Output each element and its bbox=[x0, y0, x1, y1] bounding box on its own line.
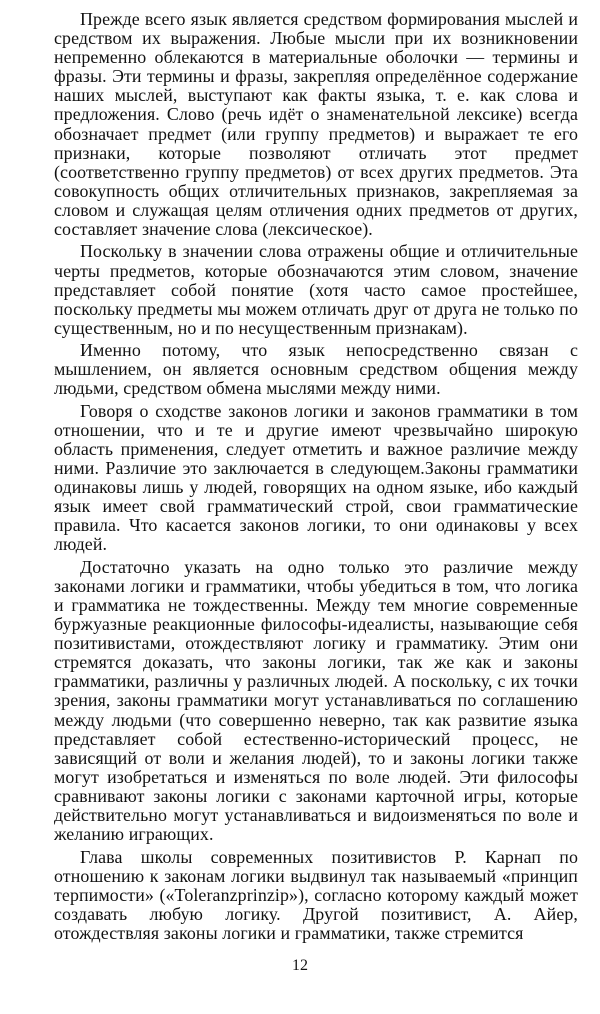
paragraph-5: Достаточно указать на одно только это различие между законами логики и грамматики, чтобы убедиться в том, что логика и грамматика не тождественны. Между тем многие современные буржуазные реакционные философы-идеалисты, называющие себя позитивистами, отождествляют логику и грамматику. Этим они стремятся доказать, что законы логики, так же как и законы грамматики, различны у различных людей. А поскольку, с их точки зрения, законы грамматики могут устанавливаться по соглашению между людьми (что совершенно неверно, так как развитие языка представляет собой естественно-исторический процесс, не зависящий от воли и желания людей), то и законы логики также могут изобретаться и изменяться по воле людей. Эти философы сравнивают законы логики с законами карточной игры, которые действительно могут устанавливаться и видоизменяться по воле и желанию играющих. bbox=[54, 556, 578, 845]
paragraph-3: Именно потому, что язык непосредственно связан с мышлением, он является основным средством общения между людьми, средством обмена мыслями между ними. bbox=[54, 340, 578, 399]
paragraph-4: Говоря о сходстве законов логики и законов грамматики в том отношении, что и те и другие имеют чрезвычайно широкую область применения, следует отметить и важное различие между ними. Различие это заключается в следующем.Законы грамматики одинаковы лишь у людей, говорящих на одном языке, ибо каждый язык имеет свой грамматический строй, свои грамматические правила. Что касается законов логики, то они одинаковы у всех людей. bbox=[54, 400, 578, 555]
paragraph-6: Глава школы современных позитивистов Р. Карнап по отношению к законам логики выдвинул так называемый «принцип терпимости» («Toleranzprinzip»), согласно которому каждый может создавать любую логику. Другой позитивист, А. Айер, отождествляя законы логики и грамматики, также стремится bbox=[54, 846, 578, 943]
paragraph-2: Поскольку в значении слова отражены общие и отличительные черты предметов, которые обозначаются этим словом, значение представляет собой понятие (хотя часто самое простейшее, поскольку предметы мы можем отличать друг от друга не только по существенным, но и по несущественным признакам). bbox=[54, 241, 578, 338]
paragraph-1: Прежде всего язык является средством формирования мыслей и средством их выражения. Любые мысли при их возникновении непременно облекаются в материальные оболочки — термины и фразы. Эти термины и фразы, закрепляя определённое содержание наших мыслей, выступают как факты языка, т. е. как слова и предложения. Слово (речь идёт о знаменательной лексике) всегда обозначает предмет (или группу предметов) и выражает те его признаки, которые позволяют отличать этот предмет (соответственно группу предметов) от всех других предметов. Эта совокупность общих отличительных признаков, закрепляемая за словом и служащая целям отличения одних предметов от других, составляет значение слова (лексическое). bbox=[54, 9, 578, 240]
body-text bbox=[54, 10, 578, 943]
page-number: 12 bbox=[292, 957, 308, 974]
